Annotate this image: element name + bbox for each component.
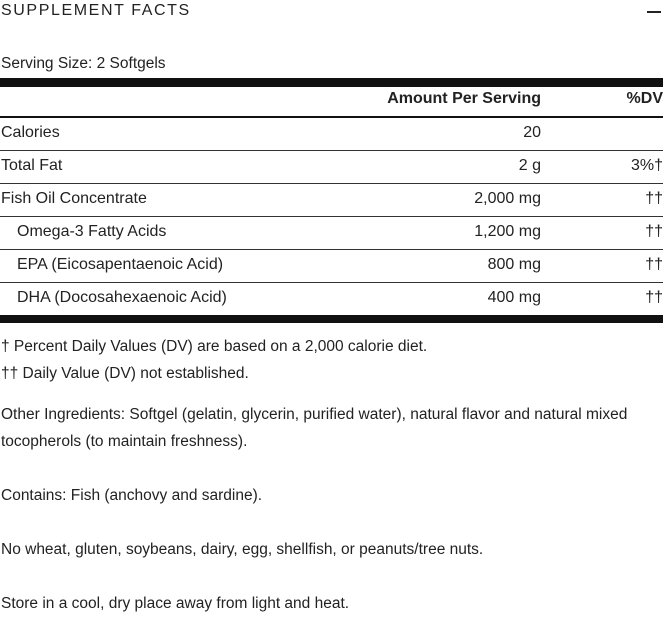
contains-allergens: Contains: Fish (anchovy and sardine). xyxy=(1,487,263,504)
nutrient-name: Fish Oil Concentrate xyxy=(1,190,147,207)
other-ingredients: Other Ingredients: Softgel (gelatin, glycerin, purified water), natural flavor and natural mixed tocopherols (to maintain freshness). xyxy=(1,406,628,450)
nutrient-name: DHA (Docosahexaenoic Acid) xyxy=(17,289,227,306)
footnote-dv-basis: † Percent Daily Values (DV) are based on a 2,000 calorie diet. xyxy=(1,338,428,355)
nutrient-dv: †† xyxy=(645,190,663,207)
table-row xyxy=(0,118,663,151)
nutrient-name: Omega-3 Fatty Acids xyxy=(17,223,167,240)
nutrient-dv: †† xyxy=(645,256,663,273)
facts-table xyxy=(0,78,663,323)
nutrient-dv: 3%† xyxy=(630,157,663,174)
table-header-row xyxy=(0,87,663,118)
column-header-amount: Amount Per Serving xyxy=(387,90,541,107)
nutrient-name: Calories xyxy=(1,124,60,141)
allergen-free-note: No wheat, gluten, soybeans, dairy, egg, shellfish, or peanuts/tree nuts. xyxy=(1,541,484,558)
nutrient-amount: 2,000 mg xyxy=(474,190,541,207)
nutrient-name: EPA (Eicosapentaenoic Acid) xyxy=(17,256,224,273)
nutrient-amount: 800 mg xyxy=(487,256,541,273)
collapse-icon[interactable] xyxy=(647,11,661,13)
nutrient-amount: 1,200 mg xyxy=(474,223,541,240)
supplement-facts-header[interactable] xyxy=(0,0,669,24)
storage-instructions: Store in a cool, dry place away from light and heat. xyxy=(1,595,350,612)
nutrient-amount: 400 mg xyxy=(487,289,541,306)
table-row xyxy=(0,151,663,184)
table-row xyxy=(0,283,663,315)
table-row xyxy=(0,250,663,283)
nutrient-dv: †† xyxy=(645,223,663,240)
footnote-dv-not-established: †† Daily Value (DV) not established. xyxy=(1,365,249,382)
column-header-dv: %DV xyxy=(626,90,663,107)
nutrient-dv: †† xyxy=(645,289,663,306)
table-row xyxy=(0,217,663,250)
nutrient-name: Total Fat xyxy=(1,157,63,174)
nutrient-amount: 2 g xyxy=(518,157,541,174)
section-title: SUPPLEMENT FACTS xyxy=(1,2,191,19)
serving-size: Serving Size: 2 Softgels xyxy=(1,55,166,72)
footnotes xyxy=(1,333,665,387)
table-row xyxy=(0,184,663,217)
nutrient-amount: 20 xyxy=(523,124,541,141)
